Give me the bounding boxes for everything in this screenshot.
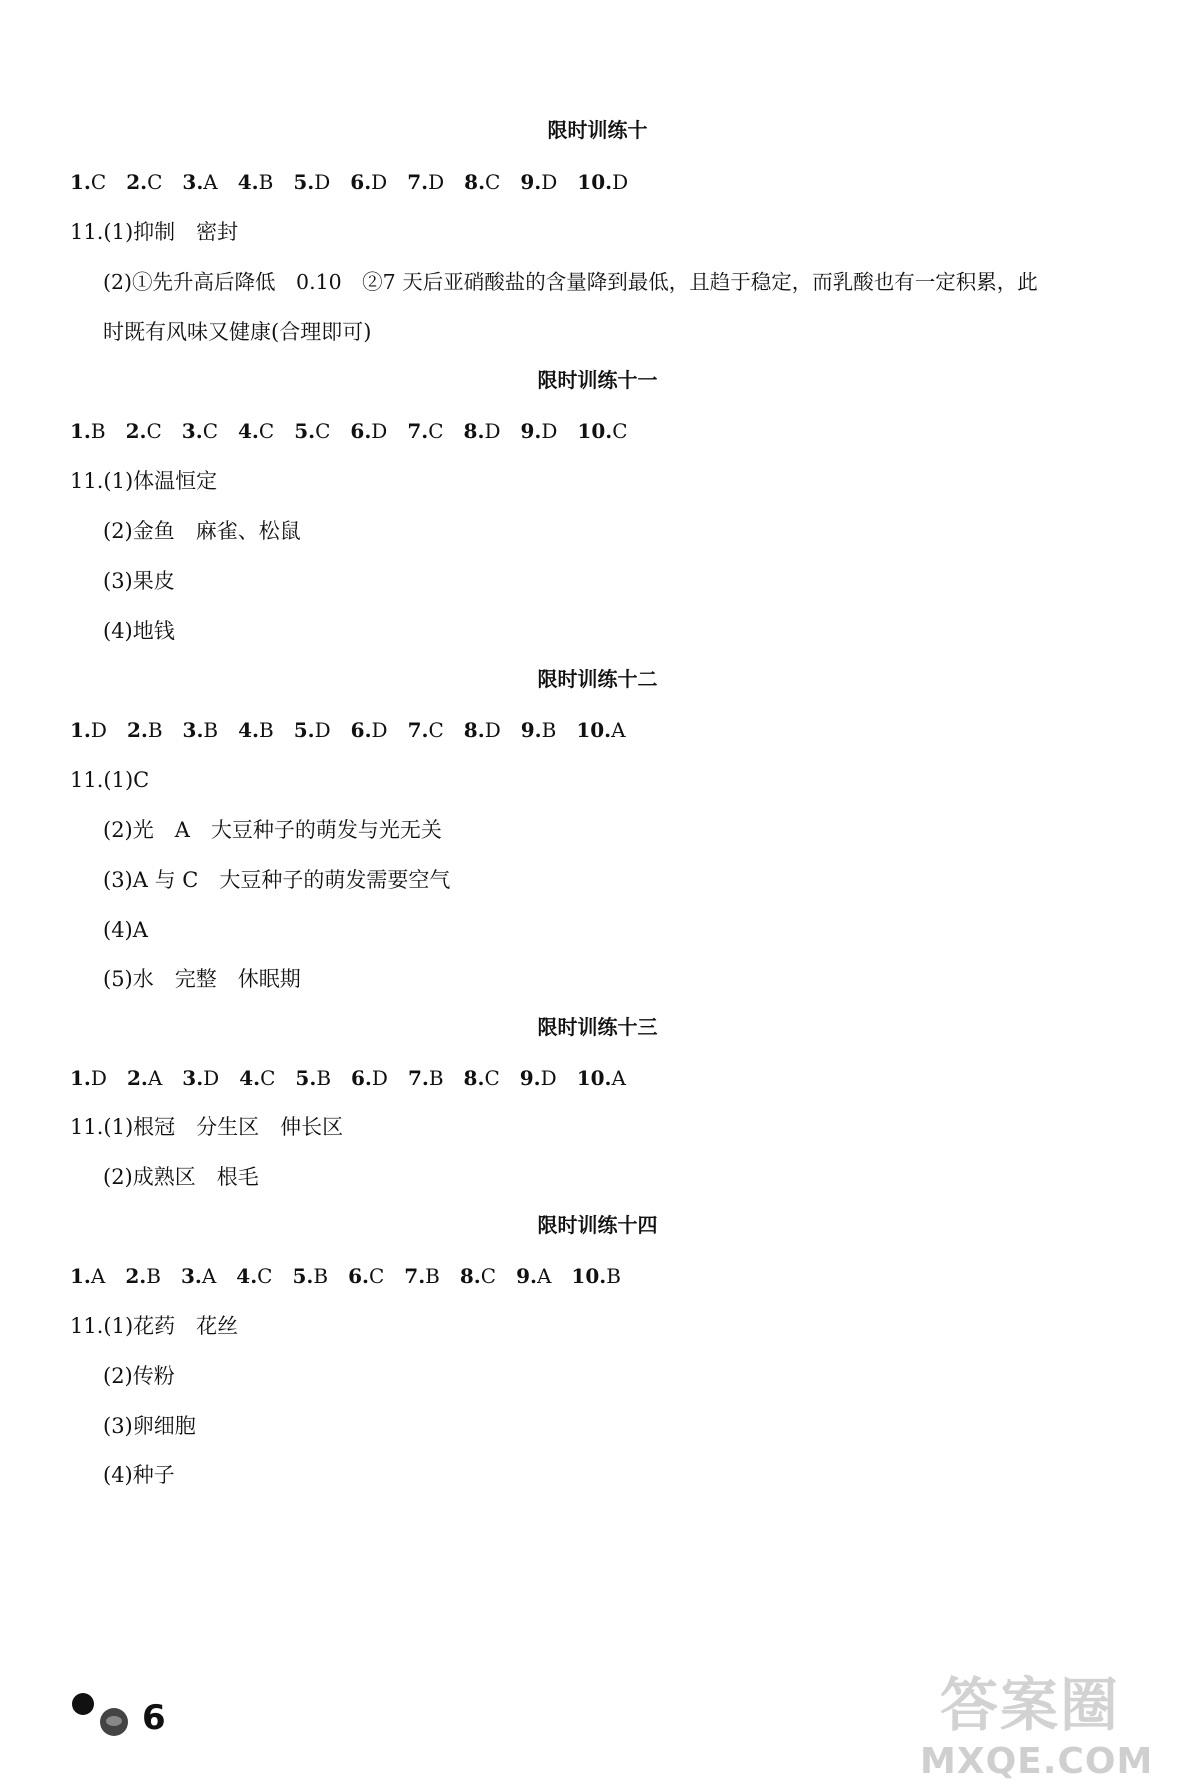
choice-answer: 4.B [237,170,274,194]
choice-answer: 1.A [70,1264,106,1288]
choice-answer: 6.D [351,1066,388,1090]
choice-answer: 2.A [126,1066,163,1090]
choice-answer: 4.C [236,1264,273,1288]
choice-answer: 5.B [295,1066,332,1090]
sub-answer: (4)A [103,918,148,942]
choice-answer: 9.B [520,718,557,742]
choice-answer: 2.B [126,718,163,742]
choice-answer: 3.C [181,419,218,443]
choice-answer: 1.D [70,1066,107,1090]
watermark-logo-text: 答案圈 [940,1671,1121,1739]
choice-answer: 5.D [293,718,331,742]
sub-answer: (3)A 与 C 大豆种子的萌发需要空气 [103,868,451,892]
choice-answer: 8.D [463,718,501,742]
choice-answer: 4.C [239,1066,276,1090]
choice-answer: 3.A [180,1264,217,1288]
choice-answer: 7.D [407,170,445,194]
question-11-answer: 11.(1)抑制 密封 [70,220,239,244]
choice-answer: 7.C [407,419,444,443]
choice-answers [70,1063,646,1093]
choice-answer: 5.C [294,419,331,443]
choice-answer: 8.C [463,1066,500,1090]
watermark-url: MXQE.COM [920,1741,1154,1782]
choice-answers [70,167,648,197]
section-title: 限时训练十 [547,118,648,142]
choice-answer: 2.B [125,1264,161,1288]
question-11-answer: 11.(1)体温恒定 [70,469,218,493]
sub-answer: (2)金鱼 麻雀、松鼠 [103,519,301,543]
question-11-answer: 11.(1)花药 花丝 [70,1314,239,1338]
choice-answer: 10.B [571,1264,621,1288]
sub-answer: (4)种子 [103,1463,175,1487]
choice-answer: 4.B [238,718,274,742]
choice-answer: 8.C [459,1264,497,1288]
choice-answer: 8.C [464,170,501,194]
choice-answer: 3.D [182,1066,220,1090]
choice-answer: 10.A [576,718,626,742]
choice-answer: 5.B [292,1264,329,1288]
sub-answer: (2)光 A 大豆种子的萌发与光无关 [103,818,442,842]
choice-answer: 6.D [350,170,388,194]
section-title: 限时训练十四 [537,1213,658,1237]
section-title: 限时训练十三 [537,1015,658,1039]
sub-answer: 时既有风味又健康(合理即可) [103,320,372,344]
choice-answer: 9.D [520,419,558,443]
choice-answer: 10.C [577,419,628,443]
choice-answer: 8.D [463,419,501,443]
sub-answer: (3)卵细胞 [103,1414,196,1438]
sub-answer: (4)地钱 [103,619,175,643]
choice-answer: 9.D [519,1066,557,1090]
choice-answer: 6.D [350,718,388,742]
sub-answer: (2)成熟区 根毛 [103,1165,259,1189]
footer-globe-icon [100,1708,128,1736]
choice-answers [70,416,648,446]
choice-answer: 6.D [350,419,388,443]
choice-answers [70,1261,641,1291]
choice-answer: 7.C [407,718,444,742]
choice-answer: 2.C [126,170,163,194]
choice-answer: 6.C [348,1264,385,1288]
choice-answer: 5.D [293,170,331,194]
watermark [920,1670,1170,1788]
question-11-answer: 11.(1)根冠 分生区 伸长区 [70,1115,344,1139]
sub-answer: (5)水 完整 休眠期 [103,967,301,991]
choice-answer: 3.B [182,718,219,742]
choice-answer: 7.B [404,1264,440,1288]
sub-answer: (2)①先升高后降低 0.10 ②7 天后亚硝酸盐的含量降到最低，且趋于稳定，而乳酸也有一定积累，此 [103,270,1038,294]
section-title: 限时训练十二 [537,667,658,691]
choice-answer: 1.C [70,170,107,194]
page-number: 6 [142,1698,166,1738]
sub-answer: (3)果皮 [103,569,175,593]
choice-answer: 4.C [238,419,275,443]
choice-answer: 2.C [125,419,162,443]
choice-answer: 9.D [520,170,558,194]
sub-answer: (2)传粉 [103,1364,175,1388]
footer-dot-icon [72,1693,94,1715]
choice-answer: 10.D [577,170,629,194]
choice-answer: 1.D [70,718,107,742]
section-title: 限时训练十一 [537,368,658,392]
choice-answer: 1.B [70,419,106,443]
choice-answer: 7.B [407,1066,444,1090]
question-11-answer: 11.(1)C [70,768,150,792]
choice-answer: 9.A [516,1264,552,1288]
choice-answers [70,715,646,745]
choice-answer: 10.A [576,1066,626,1090]
choice-answer: 3.A [182,170,218,194]
